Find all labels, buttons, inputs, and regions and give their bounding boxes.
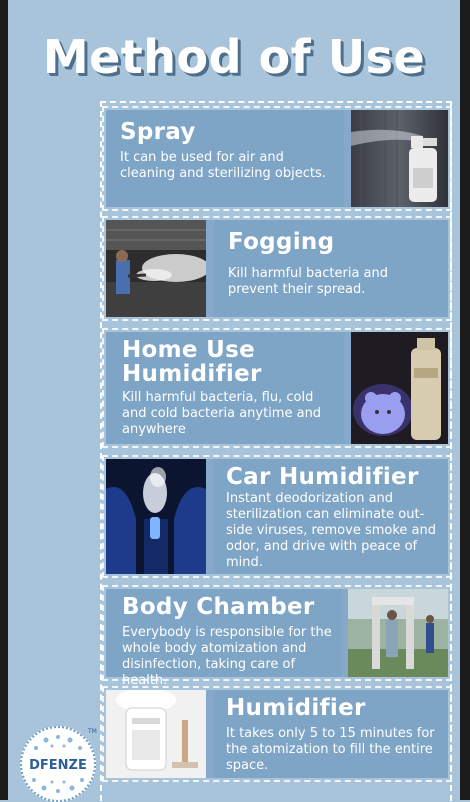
- fogging-machine-photo: [106, 220, 206, 317]
- body-chamber-photo: [348, 589, 448, 677]
- card-spray-heading: Spray: [120, 119, 196, 145]
- card-fogging-text: [214, 220, 448, 317]
- card-car-humidifier-text: [214, 459, 448, 574]
- card-spray: [106, 110, 448, 207]
- infographic-page: [8, 0, 460, 800]
- card-car-humidifier: [106, 459, 448, 574]
- card-car-humidifier-heading: Car Humidifier: [226, 464, 419, 490]
- home-humidifier-photo: [351, 332, 448, 444]
- card-humidifier-body: It takes only 5 to 15 minutes for the atomization to fill the entire space.: [226, 726, 435, 773]
- humidifier-photo: [106, 690, 206, 778]
- card-spray-text: [106, 110, 344, 207]
- card-home-humidifier-text: [106, 332, 344, 444]
- card-spray-body: It can be used for air and cleaning and sterilizing objects.: [120, 150, 326, 181]
- car-humidifier-photo: [106, 459, 206, 574]
- card-humidifier-heading: Humidifier: [226, 695, 366, 721]
- card-home-humidifier: [106, 332, 448, 444]
- logo-text: DFENZE: [29, 758, 87, 773]
- card-body-chamber-text: [106, 589, 342, 688]
- spray-bottle-photo: [351, 110, 448, 207]
- card-humidifier-text: [214, 690, 448, 778]
- dfenze-logo: [20, 726, 96, 802]
- card-car-humidifier-body: Instant deodorization and sterilization can eliminate out-side viruses, remove smoke and odor, and drive with peace of mind.: [226, 491, 437, 570]
- card-body-chamber-body: Everybody is responsible for the whole body atomization and disinfection, taking care of health.: [122, 625, 332, 688]
- card-body-chamber-heading: Body Chamber: [122, 594, 315, 620]
- card-home-humidifier-heading: Home Use Humidifier: [122, 337, 262, 387]
- card-fogging-body: Kill harmful bacteria and prevent their spread.: [228, 266, 389, 297]
- card-fogging-heading: Fogging: [228, 229, 335, 255]
- right-frame-edge: [460, 0, 470, 800]
- card-humidifier: [106, 690, 448, 778]
- card-home-humidifier-body: Kill harmful bacteria, flu, cold and cold bacteria anytime and anywhere: [122, 390, 322, 437]
- card-fogging: [106, 220, 448, 317]
- card-body-chamber: [106, 589, 448, 688]
- trademark-mark: TM: [88, 728, 97, 735]
- page-title: Method of Use: [42, 30, 426, 84]
- left-frame-edge: [0, 0, 8, 800]
